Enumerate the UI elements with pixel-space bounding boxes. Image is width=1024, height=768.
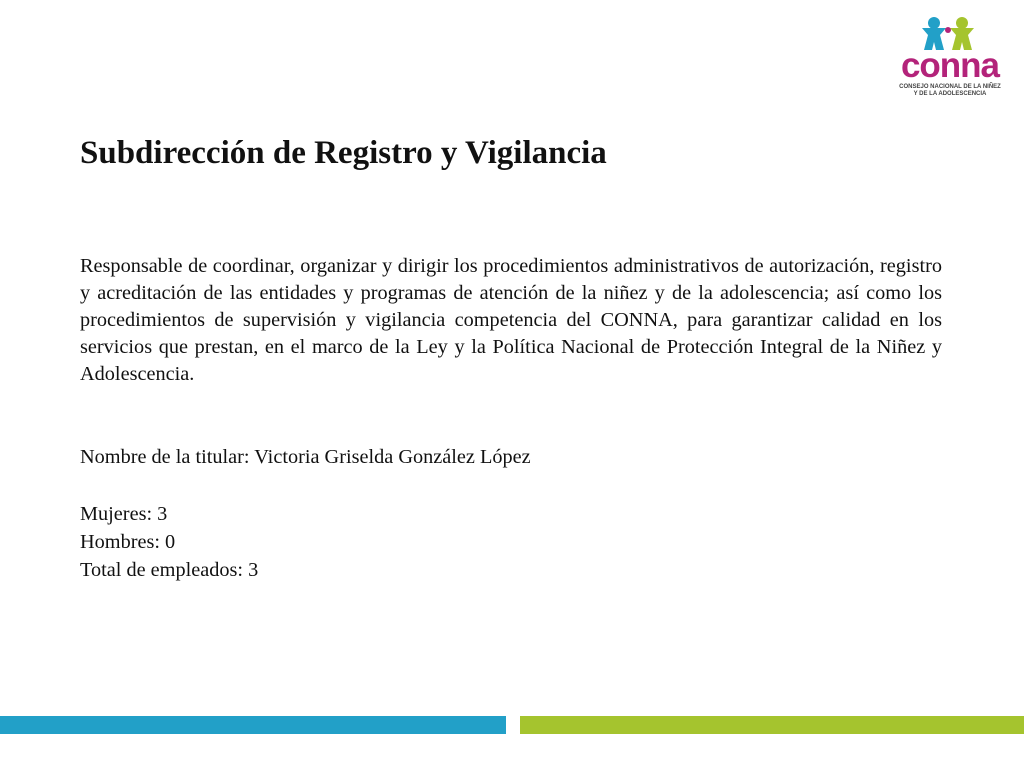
titular-label: Nombre de la titular: [80,446,250,468]
description-paragraph: Responsable de coordinar, organizar y dirigir los procedimientos administrativos de autorización, registro y acreditación de las entidades y programas de atención de la niñez y de la adolescencia; así como los procedimientos de supervisión y vigilancia competencia del CONNA, para garantizar calidad en los servicios que prestan, en el marco de la Ley y la Política Nacional de Protección Integral de la Niñez y Adolescencia. [80,255,942,385]
footer-bar-green [520,716,1024,734]
footer-bar-blue [0,716,506,734]
titular-line [80,444,531,471]
staff-stats [80,500,258,584]
page-title: Subdirección de Registro y Vigilancia [80,135,607,171]
logo-wordmark: conna [900,46,1000,85]
titular-name: Victoria Griselda González López [254,446,531,468]
logo-subtitle-line-2: Y DE LA ADOLESCENCIA [913,91,987,97]
conna-logo [888,14,1012,114]
logo-subtitle-line-1: CONSEJO NACIONAL DE LA NIÑEZ [899,84,1001,90]
logo-subtitle [888,84,1012,98]
stat-hombres: Hombres: 0 [80,531,176,553]
stat-mujeres: Mujeres: 3 [80,503,168,525]
stat-total: Total de empleados: 3 [80,559,259,581]
